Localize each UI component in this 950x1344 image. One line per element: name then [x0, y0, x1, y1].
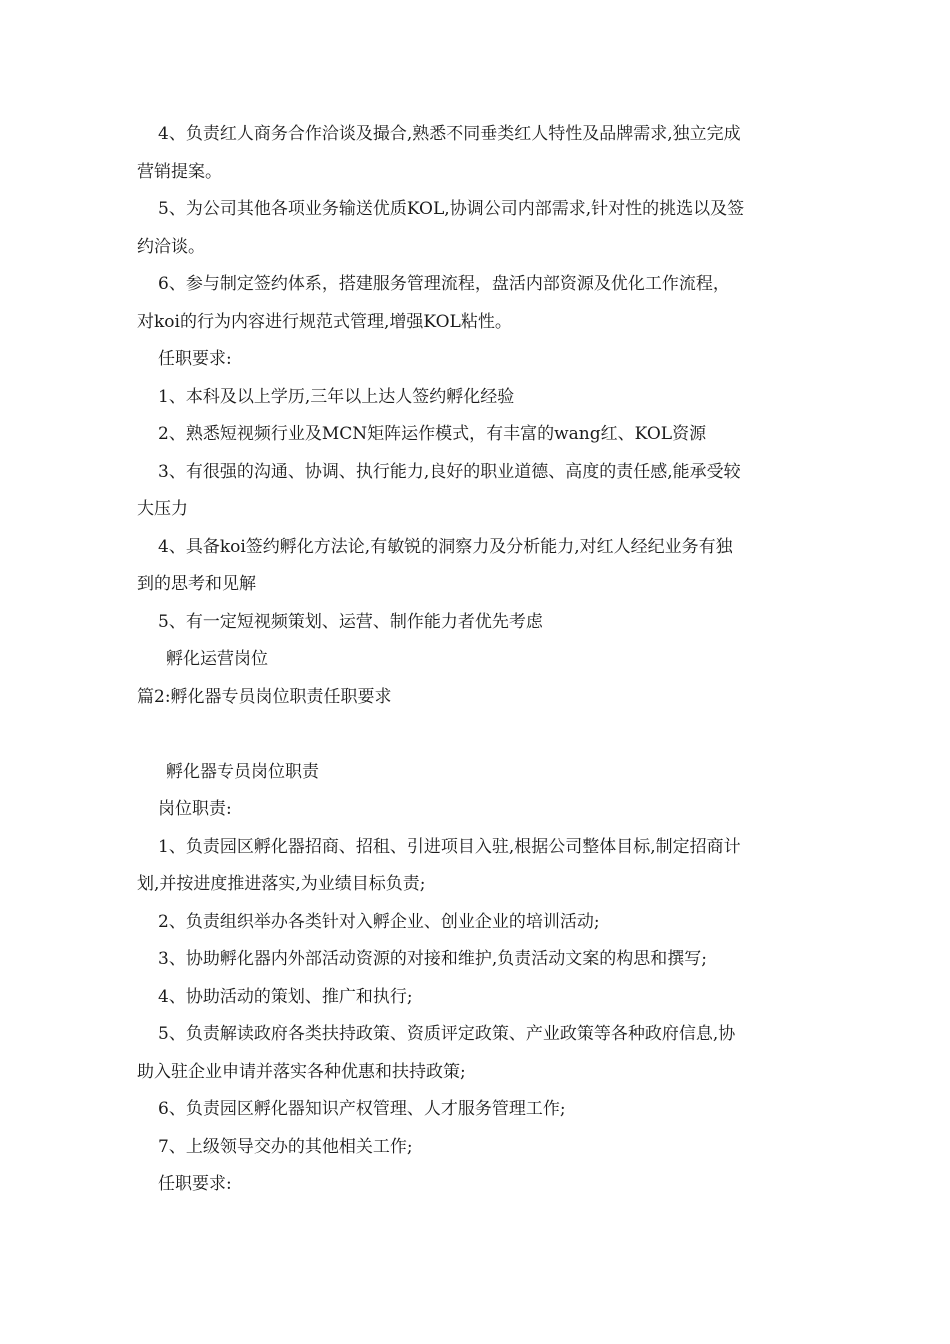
text-line: 营销提案。	[137, 161, 222, 182]
text-line: 2、负责组织举办各类针对入孵企业、创业企业的培训活动;	[158, 911, 600, 932]
text-line: 5、负责解读政府各类扶持政策、资质评定政策、产业政策等各种政府信息,协	[158, 1024, 736, 1044]
text-line: 约洽谈。	[137, 236, 205, 257]
text-line: 助入驻企业申请并落实各种优惠和扶持政策;	[137, 1061, 466, 1082]
text-line: 3、协助孵化器内外部活动资源的对接和维护,负责活动文案的构思和撰写;	[158, 949, 707, 969]
blank-line	[137, 716, 817, 754]
text-line: 4、负责红人商务合作洽谈及撮合,熟悉不同垂类红人特性及品牌需求,独立完成	[158, 124, 741, 144]
text-line: 孵化器专员岗位职责	[166, 761, 319, 782]
text-line: 4、具备koi签约孵化方法论,有敏锐的洞察力及分析能力,对红人经纪业务有独	[158, 536, 733, 557]
text-line: 4、协助活动的策划、推广和执行;	[158, 986, 413, 1007]
text-line: 孵化运营岗位	[166, 649, 268, 669]
text-line: 7、上级领导交办的其他相关工作;	[158, 1136, 413, 1157]
text-line: 划,并按进度推进落实,为业绩目标负责;	[137, 874, 426, 894]
text-line: 到的思考和见解	[137, 574, 256, 594]
text-line: 3、有很强的沟通、协调、执行能力,良好的职业道德、高度的责任感,能承受较	[158, 461, 741, 482]
text-line: 1、本科及以上学历,三年以上达人签约孵化经验	[158, 386, 515, 407]
text-line: 任职要求:	[158, 349, 232, 369]
text-line: 任职要求:	[158, 1174, 232, 1194]
text-line: 1、负责园区孵化器招商、招租、引进项目入驻,根据公司整体目标,制定招商计	[158, 836, 741, 857]
text-line: 2、熟悉短视频行业及MCN矩阵运作模式，有丰富的wang红、KOL资源	[158, 424, 707, 444]
text-line: 岗位职责:	[158, 799, 232, 819]
text-line: 大压力	[137, 499, 188, 519]
text-line: 6、参与制定签约体系，搭建服务管理流程，盘活内部资源及优化工作流程，	[158, 274, 730, 294]
text-line: 6、负责园区孵化器知识产权管理、人才服务管理工作;	[158, 1099, 566, 1119]
text-line: 5、为公司其他各项业务输送优质KOL,协调公司内部需求,针对性的挑选以及签	[158, 199, 745, 219]
text-line: 对koi的行为内容进行规范式管理,增强KOL粘性。	[137, 311, 512, 332]
text-line: 篇2:孵化器专员岗位职责任职要求	[137, 686, 392, 707]
text-line: 5、有一定短视频策划、运营、制作能力者优先考虑	[158, 611, 543, 632]
document-page	[137, 116, 817, 1204]
